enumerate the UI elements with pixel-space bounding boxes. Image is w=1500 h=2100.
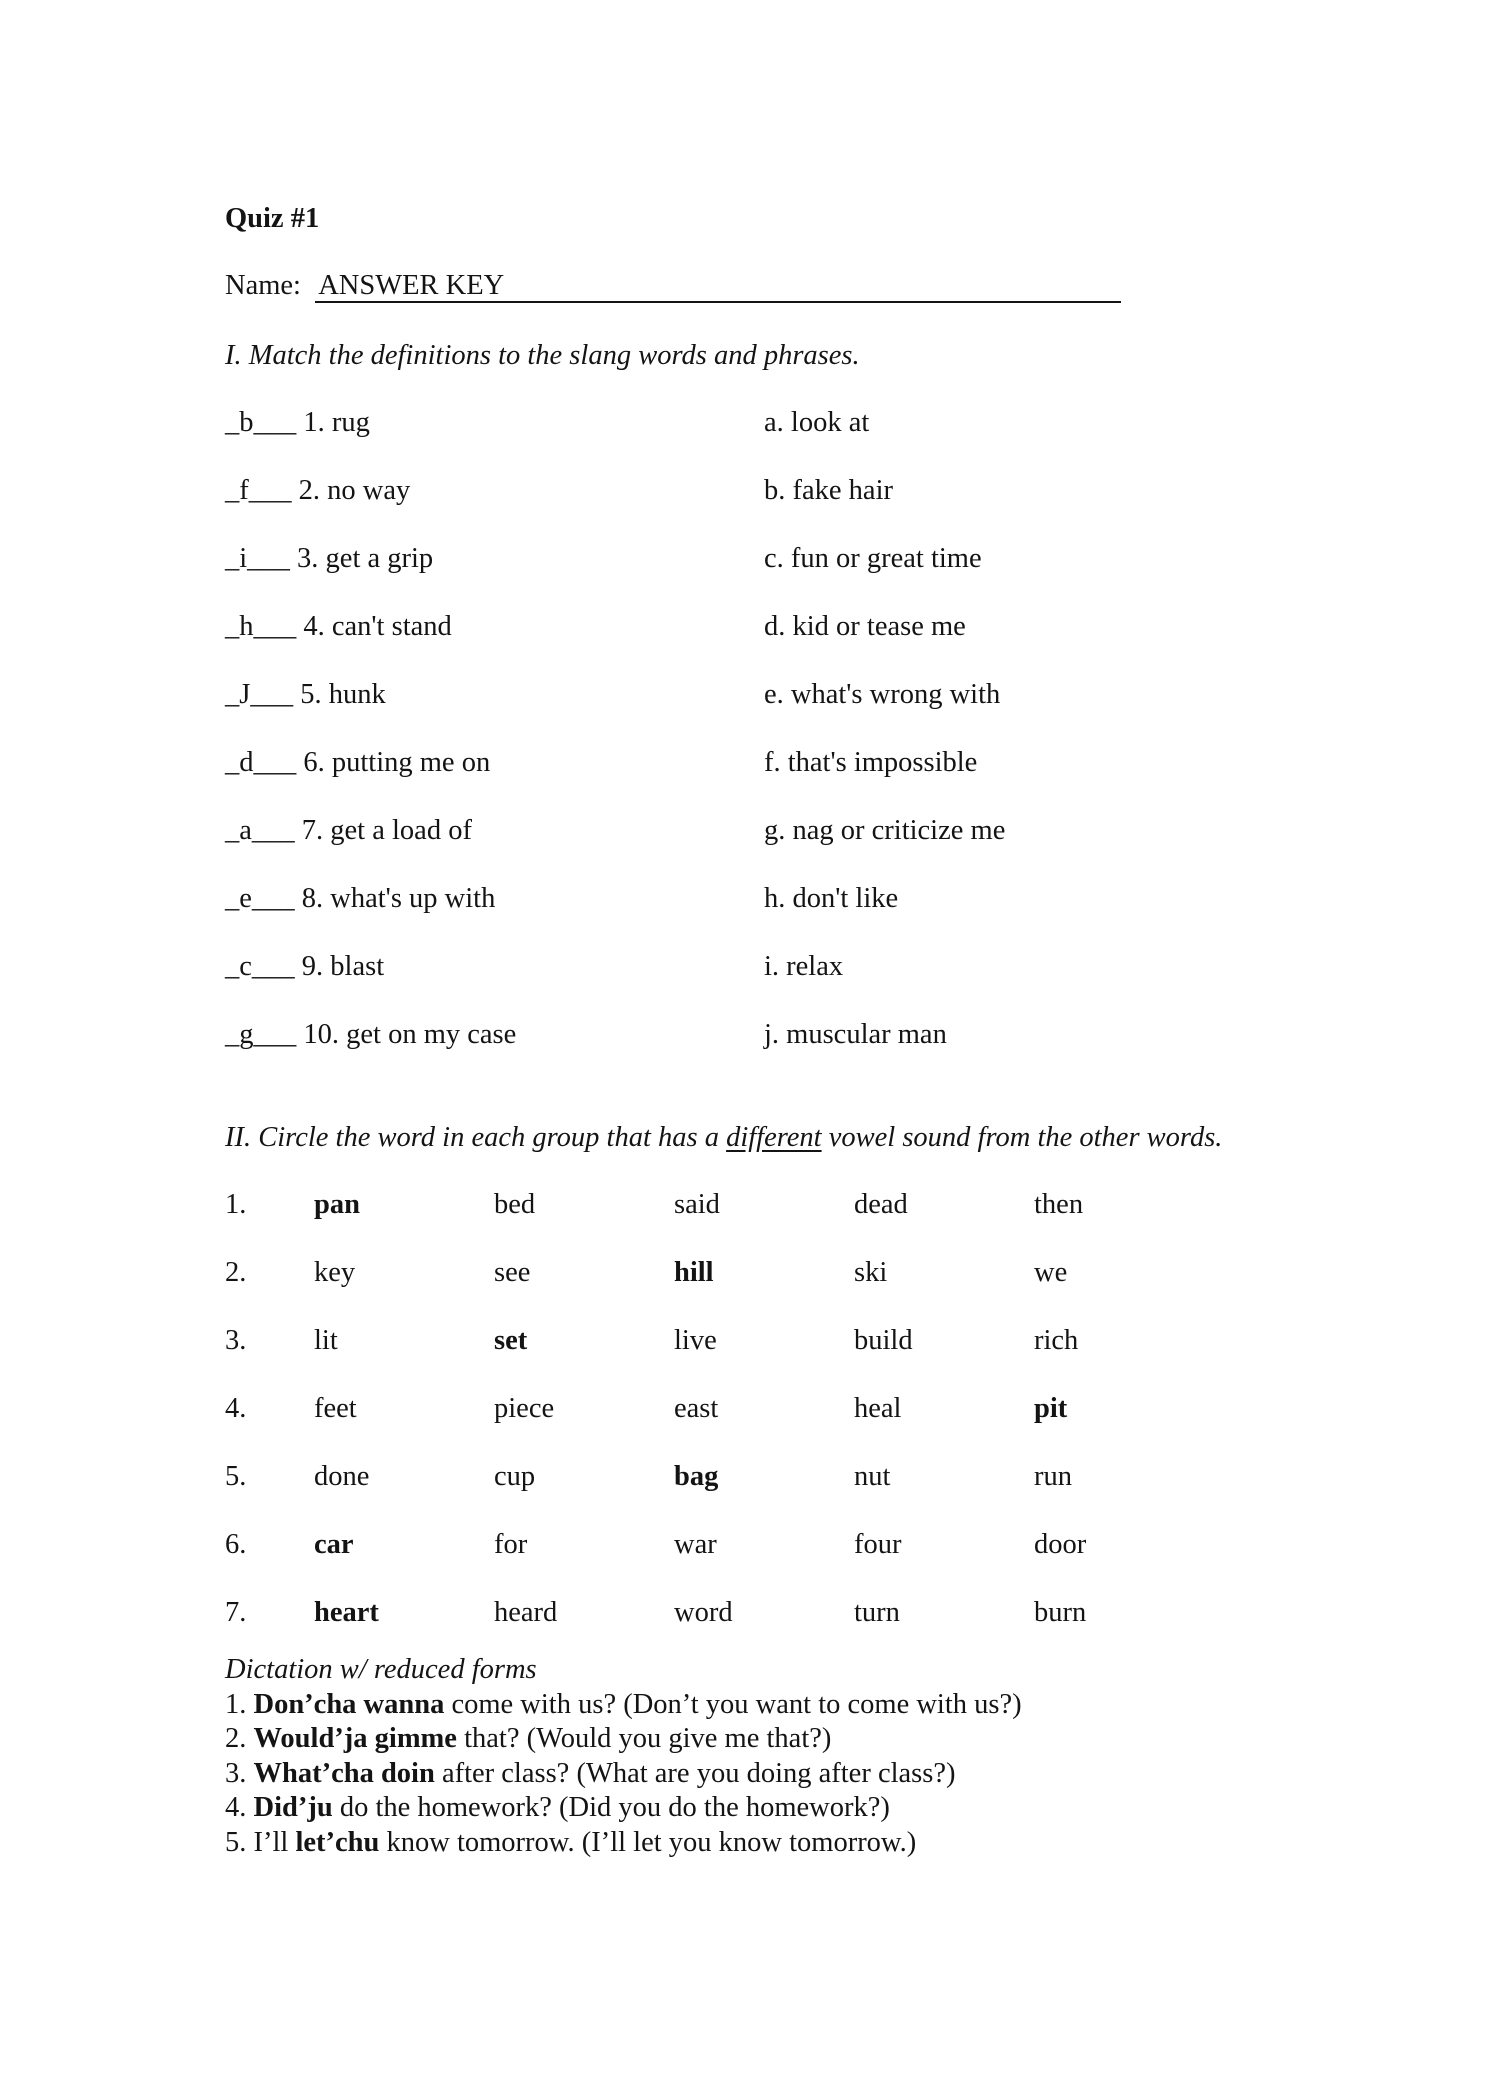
reduced-form: Don’cha wanna (253, 1688, 445, 1720)
word-option: ski (854, 1257, 888, 1288)
group-number: 2. (225, 1257, 247, 1288)
term-text: 8. what's up with (301, 883, 496, 914)
word-option: dead (854, 1189, 908, 1220)
term-text: 4. can't stand (303, 611, 452, 642)
match-term (225, 609, 452, 645)
dictation-line (225, 1757, 1022, 1792)
definition-text: b. fake hair (764, 475, 893, 506)
word-option: run (1034, 1461, 1072, 1492)
answer-word: set (494, 1325, 528, 1356)
definition-text: f. that's impossible (764, 747, 978, 778)
line-prefix: 5. I’ll (225, 1826, 296, 1858)
answer-word: heart (314, 1597, 379, 1628)
section1-instruction: I. Match the definitions to the slang words and phrases. (225, 340, 860, 371)
vowel-group-row (0, 1459, 1500, 1495)
term-text: 2. no way (298, 475, 411, 506)
answer-word: pan (314, 1189, 360, 1220)
word-option: word (674, 1597, 733, 1628)
dictation-line (225, 1826, 1022, 1861)
group-number: 3. (225, 1325, 247, 1356)
name-field (225, 268, 1121, 304)
term-text: 1. rug (303, 407, 370, 438)
answer-blank: _J___ (225, 679, 294, 710)
line-rest: after class? (What are you doing after class?) (434, 1757, 956, 1789)
dictation-line (225, 1791, 1022, 1826)
reduced-form: Did’ju (253, 1792, 333, 1823)
match-row (0, 609, 1500, 645)
answer-blank: _a___ (225, 815, 295, 846)
word-option: live (674, 1325, 717, 1356)
word-option: rich (1034, 1325, 1079, 1356)
term-text: 5. hunk (300, 679, 386, 710)
term-text: 7. get a load of (301, 815, 472, 846)
dictation-heading: Dictation w/ reduced forms (225, 1654, 537, 1685)
match-term (225, 881, 495, 917)
definition-text: i. relax (764, 951, 844, 982)
answer-blank: _f___ (225, 475, 292, 506)
term-text: 9. blast (301, 951, 385, 982)
match-row (0, 473, 1500, 509)
match-term (225, 541, 433, 577)
definition-text: d. kid or tease me (764, 611, 966, 642)
word-option: door (1034, 1529, 1087, 1560)
word-option: see (494, 1257, 531, 1288)
instruction-part-1: II. Circle the word in each group that has a (225, 1122, 727, 1153)
reduced-form: Would’ja gimme (253, 1723, 457, 1754)
answer-blank: _d___ (225, 747, 297, 778)
answer-blank: _g___ (225, 1019, 297, 1050)
word-option: said (674, 1189, 720, 1220)
match-row (0, 677, 1500, 713)
term-text: 3. get a grip (297, 543, 434, 574)
term-text: 10. get on my case (303, 1019, 517, 1050)
match-row (0, 813, 1500, 849)
dictation-lines (225, 1688, 1022, 1861)
vowel-group-row (0, 1255, 1500, 1291)
word-option: nut (854, 1461, 891, 1492)
word-option: war (674, 1529, 717, 1560)
definition-text: c. fun or great time (764, 543, 982, 574)
match-row (0, 881, 1500, 917)
match-row (0, 541, 1500, 577)
instruction-emphasis: different (726, 1122, 822, 1153)
term-text: 6. putting me on (303, 747, 491, 778)
group-number: 4. (225, 1393, 247, 1424)
answer-blank: _e___ (225, 883, 295, 914)
word-option: we (1034, 1257, 1068, 1288)
instruction-part-2: vowel sound from the other words. (821, 1122, 1223, 1153)
match-term (225, 405, 370, 441)
answer-blank: _c___ (225, 951, 295, 982)
match-term (225, 949, 384, 985)
group-number: 1. (225, 1189, 247, 1220)
dictation-line (225, 1722, 1022, 1757)
quiz-title: Quiz #1 (225, 203, 320, 234)
word-option: key (314, 1257, 356, 1288)
reduced-form: What’cha doin (253, 1757, 435, 1789)
answer-word: pit (1034, 1393, 1068, 1424)
match-term (225, 677, 386, 713)
word-option: done (314, 1461, 370, 1492)
definition-text: a. look at (764, 407, 870, 438)
line-prefix: 1. (225, 1688, 254, 1720)
word-option: four (854, 1529, 902, 1560)
definition-text: g. nag or criticize me (764, 815, 1006, 846)
word-option: heal (854, 1393, 902, 1424)
match-row (0, 1017, 1500, 1053)
vowel-group-row (0, 1323, 1500, 1359)
name-value: ANSWER KEY (315, 271, 1121, 303)
line-prefix: 2. (225, 1723, 254, 1754)
answer-blank: _h___ (225, 611, 297, 642)
group-number: 6. (225, 1529, 247, 1560)
dictation-line (225, 1688, 1022, 1723)
group-number: 7. (225, 1597, 247, 1628)
match-row (0, 405, 1500, 441)
section2-instruction (225, 1120, 1222, 1156)
match-term (225, 813, 472, 849)
word-option: cup (494, 1461, 536, 1492)
line-rest: know tomorrow. (I’ll let you know tomorrow.) (379, 1826, 917, 1858)
match-term (225, 1017, 516, 1053)
group-number: 5. (225, 1461, 247, 1492)
match-term (225, 745, 490, 781)
line-rest: that? (Would you give me that?) (456, 1723, 832, 1754)
vowel-group-row (0, 1187, 1500, 1223)
match-term (225, 473, 410, 509)
answer-word: bag (674, 1461, 719, 1492)
vowel-group-row (0, 1595, 1500, 1631)
definition-text: j. muscular man (764, 1019, 947, 1050)
word-option: bed (494, 1189, 536, 1220)
match-row (0, 745, 1500, 781)
word-option: piece (494, 1393, 555, 1424)
answer-blank: _b___ (225, 407, 297, 438)
reduced-form: let’chu (295, 1826, 380, 1858)
word-option: build (854, 1325, 913, 1356)
word-option: then (1034, 1189, 1084, 1220)
answer-word: car (314, 1529, 354, 1560)
word-option: turn (854, 1597, 900, 1628)
answer-blank: _i___ (225, 543, 290, 574)
line-prefix: 3. (225, 1757, 254, 1789)
line-rest: do the homework? (Did you do the homework?) (332, 1792, 890, 1823)
vowel-group-row (0, 1391, 1500, 1427)
vowel-group-row (0, 1527, 1500, 1563)
answer-word: hill (674, 1257, 714, 1288)
definition-text: h. don't like (764, 883, 899, 914)
word-option: east (674, 1393, 719, 1424)
word-option: for (494, 1529, 528, 1560)
word-option: burn (1034, 1597, 1087, 1628)
line-rest: come with us? (Don’t you want to come with us?) (444, 1688, 1022, 1720)
dictation-section (225, 1653, 1022, 1860)
word-option: heard (494, 1597, 558, 1628)
match-row (0, 949, 1500, 985)
definition-text: e. what's wrong with (764, 679, 1001, 710)
word-option: lit (314, 1325, 338, 1356)
word-option: feet (314, 1393, 357, 1424)
name-label: Name: (225, 270, 301, 301)
line-prefix: 4. (225, 1792, 254, 1823)
